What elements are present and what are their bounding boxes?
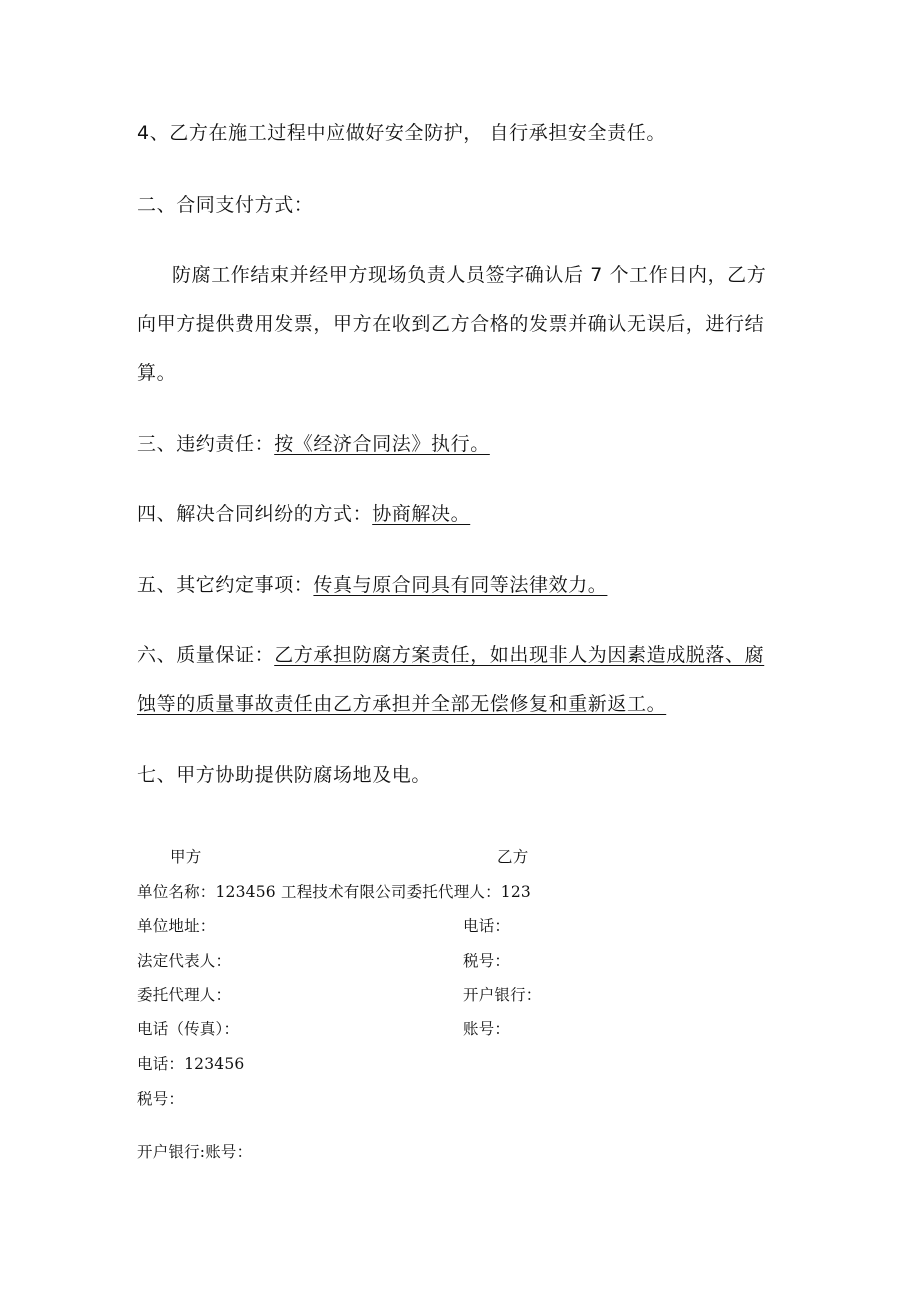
section-2-body-line-3: 算。 [137,362,177,384]
section-4 [137,501,470,527]
section-4-value: 协商解决。 [372,503,471,525]
party-b-tax: 税号： [463,952,511,970]
party-a-label: 甲方 [170,848,202,866]
company-name-line: 单位名称：123456 工程技术有限公司委托代理人：123 [137,883,531,901]
party-b-bank: 开户银行： [463,986,542,1004]
clause-4: 4、乙方在施工过程中应做好安全防护， 自行承担安全责任。 [137,122,666,144]
section-6-line-1 [137,642,764,668]
section-6-label: 六、质量保证： [137,644,275,666]
party-a-legal-rep: 法定代表人： [137,952,232,970]
section-2-body-line-1: 防腐工作结束并经甲方现场负责人员签字确认后 7 个工作日内，乙方 [172,264,767,286]
section-4-label: 四、解决合同纠纷的方式： [137,503,373,525]
section-5 [137,572,607,598]
party-b-label: 乙方 [497,848,529,866]
section-6-line-2 [137,691,666,717]
party-a-agent: 委托代理人： [137,986,232,1004]
section-7: 七、甲方协助提供防腐场地及电。 [137,764,432,786]
section-2-heading: 二、合同支付方式： [137,194,314,216]
party-a-address: 单位地址： [137,917,216,935]
section-2-body-line-2: 向甲方提供费用发票，甲方在收到乙方合格的发票并确认无误后，进行结 [137,313,765,335]
section-5-value: 传真与原合同具有同等法律效力。 [313,574,608,596]
section-3-value: 按《经济合同法》执行。 [274,433,490,455]
party-a-tax: 税号： [137,1090,185,1108]
party-a-phone-fax: 电话（传真）： [137,1020,240,1038]
section-3-label: 三、违约责任： [137,433,275,455]
section-6-value-2: 蚀等的质量事故责任由乙方承担并全部无偿修复和重新返工。 [137,693,667,715]
section-3 [137,431,490,457]
section-5-label: 五、其它约定事项： [137,574,314,596]
party-a-phone: 电话：123456 [137,1055,245,1073]
party-b-account: 账号： [463,1020,511,1038]
party-b-phone: 电话： [463,917,511,935]
section-6-value-1: 乙方承担防腐方案责任，如出现非人为因素造成脱落、腐 [274,644,765,666]
party-a-bank-account: 开户银行:账号： [137,1143,253,1161]
